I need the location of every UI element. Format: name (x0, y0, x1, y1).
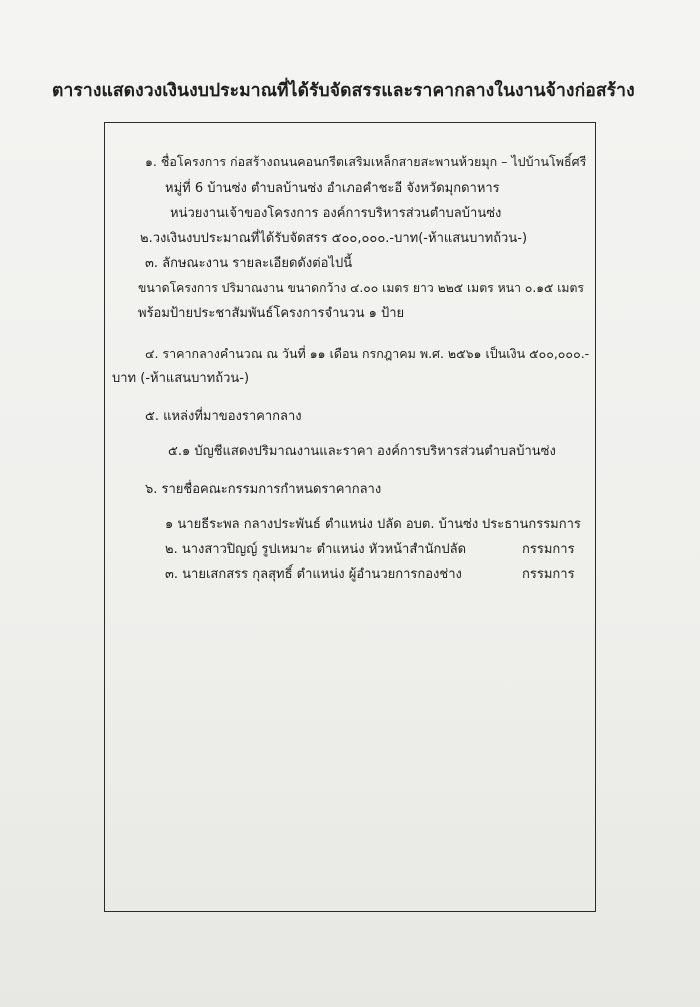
committee-member-name: ๓. นายเสกสรร กุลสุทธิ์ ตำแหน่ง ผู้อำนวยการกองช่าง (165, 567, 462, 582)
median-price-line2: บาท (-ห้าแสนบาทถ้วน-) (112, 371, 250, 386)
committee-member-name: ๑ นายธีระพล กลางประพันธ์ ตำแหน่ง ปลัด อบต. บ้านซ่ง (165, 517, 479, 532)
price-source-heading: ๕. แหล่งที่มาของราคากลาง (145, 409, 302, 424)
price-source-item: ๕.๑ บัญชีแสดงปริมาณงานและราคา องค์การบริหารส่วนตำบลบ้านซ่ง (168, 444, 556, 459)
budget-line: ๒.วงเงินงบประมาณที่ได้รับจัดสรร ๕๐๐,๐๐๐.-บาท(-ห้าแสนบาทถ้วน-) (140, 231, 528, 246)
committee-member-name: ๒. นางสาวปิญญ์ รูปเหมาะ ตำแหน่ง หัวหน้าสำนักปลัด (165, 542, 467, 557)
median-price-line1: ๔. ราคากลางคำนวณ ณ วันที่ ๑๑ เดือน กรกฎาคม พ.ศ. ๒๕๖๑ เป็นเงิน ๕๐๐,๐๐๐.- (145, 346, 590, 361)
work-detail-line1: ขนาดโครงการ ปริมาณงาน ขนาดกว้าง ๔.๐๐ เมตร ยาว ๒๒๕ เมตร หนา ๐.๑๕ เมตร (138, 281, 584, 295)
document-title: ตารางแสดงวงเงินงบประมาณที่ได้รับจัดสรรและราคากลางในงานจ้างก่อสร้าง (52, 81, 635, 101)
work-detail-line2: พร้อมป้ายประชาสัมพันธ์โครงการจำนวน ๑ ป้าย (138, 306, 405, 321)
work-nature-line: ๓. ลักษณะงาน รายละเอียดดังต่อไปนี้ (145, 256, 353, 271)
committee-heading: ๖. รายชื่อคณะกรรมการกำหนดราคากลาง (145, 482, 382, 497)
committee-member-role: กรรมการ (522, 542, 575, 557)
committee-member-role: ประธานกรรมการ (482, 517, 581, 532)
project-location-line: หมู่ที่ 6 บ้านซ่ง ตำบลบ้านซ่ง อำเภอคำชะอี จังหวัดมุกดาหาร (165, 181, 500, 196)
project-name-line1: ๑. ชื่อโครงการ ก่อสร้างถนนคอนกรีตเสริมเหล็กสายสะพานห้วยมุก – ไปบ้านโพธิ์ศรี (145, 154, 587, 169)
owner-agency-line: หน่วยงานเจ้าของโครงการ องค์การบริหารส่วนตำบลบ้านซ่ง (170, 206, 502, 221)
committee-member-role: กรรมการ (522, 567, 575, 582)
